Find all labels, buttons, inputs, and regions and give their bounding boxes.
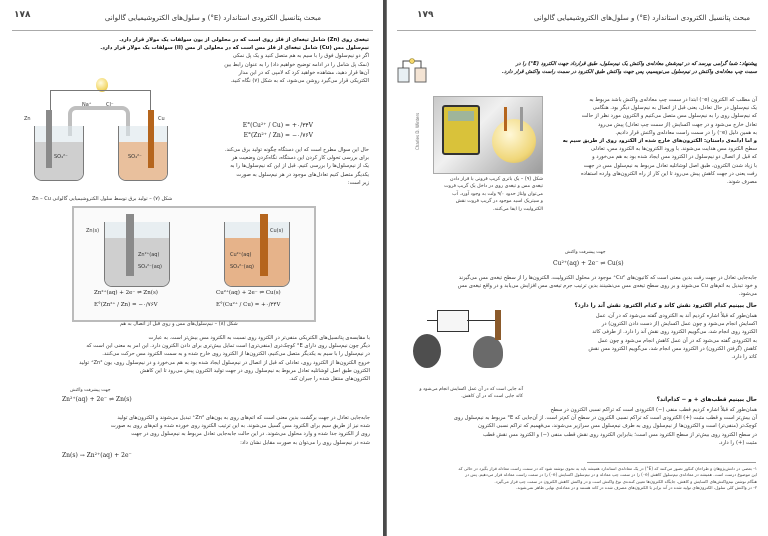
text-line: می‌شود.: [738, 291, 757, 298]
right-page-number: ۱۷۹: [417, 10, 434, 20]
zinc-half-cell-solution: [105, 238, 169, 286]
text-line: زیر است:: [347, 179, 369, 186]
anode-cathode-cartoon: [407, 306, 523, 384]
copper-ion-label: Cu²⁺(aq): [230, 252, 252, 258]
text-line: در نیم‌سلول را با سیم به یکدیگر متصل می‌کنیم، الکترون‌ها از الکترود روی خارج شده و به سمت الکترود مس حرکت می‌کنند.: [102, 351, 370, 358]
text-line: شده در نیم‌سلول روی را می‌توان به صورت مقابل نشان داد:: [240, 439, 370, 446]
text-line: می‌توان ولتاژ حدود ۹/۰ ولت به وجود آورد. آب: [452, 191, 543, 197]
text-line: جابه‌جایی تعادل در جهت رفت بدین معنی است که کاتیون‌های Cu²⁺ موجود در محلول الکترولیت، الکترون‌ها را از سطح تیغه‌ی مس می‌گیرند: [458, 275, 757, 281]
text-line: پیشنهاد: شما گرامی بپرسد که در تیم‌شش معادله‌ی واکنش یک نیم‌سلول، طبق قرارداد جهت الکترود (E°) را در: [515, 61, 757, 67]
figure-8-caption: شکل (۸) – نیم‌سلول‌های مس و روی قبل از اتصال به هم: [120, 321, 238, 327]
right-intro-note: [435, 60, 757, 76]
copper-half-cell-solution: [225, 238, 289, 286]
right-page-header: [397, 8, 756, 31]
right-para4: [401, 406, 757, 447]
left-page-number: ۱۷۸: [14, 10, 31, 20]
copper-half-cell-electrode: [260, 214, 268, 276]
right-header-title: مبحث پتانسیل الکترودی استاندارد (E°) و سلول‌های الکتروشیمیایی گالوانی: [533, 14, 750, 22]
text-line: سمت چپ معادله‌ی واکنش در نیم‌سلول می‌نویسیم، پس جهت واکنش طبق الکترود در سمت راست واکنش قرار دارد.: [502, 69, 757, 76]
footnote-line: هنگام نوشتن نیم‌واکنش‌های اکسایش و کاهش، جایگاه الکترون‌ها تعیین کننده‌ی نوع واکنش است و در واکنش کاهش الکترون در سمت چپ قرار می‌گیرد.: [494, 478, 757, 484]
right-page: [386, 0, 768, 536]
zinc-electrode-label: Zn: [24, 116, 31, 122]
text-line: کاهش (گرفتن الکترون) در الکترود مس انجام شد، می‌گوییم الکترود مس نقش: [588, 345, 757, 352]
text-line: الکترود روی انجام شد، می‌گوییم الکترود روی نقش آند را دارد. از طرفی کاتد: [592, 329, 757, 336]
zinc-oxidation-equation: Zn(s) → Zn²⁺(aq) + 2e⁻: [62, 452, 132, 459]
copper-solution: [119, 142, 167, 180]
right-column-text: [551, 96, 757, 186]
wire: [467, 320, 497, 321]
cathode-character: [473, 336, 503, 368]
text-line: در سطح الکترود روی بیش‌تر از سطح الکترود مس است؛ بنابراین الکترود روی نقش قطب منفی (−) و الکترود مس نقش قطب: [482, 431, 757, 438]
footnote-line: ۲- در واکنش کلی سلول، الکترون‌های تولید شده در آند برابر با الکترون‌های مصرف شده در کاتد هستند و در معادله‌ی نهایی ظاهر نمی‌شوند.: [516, 485, 757, 491]
zinc-equilibrium-equation: Zn²⁺(aq) + 2e⁻ ⇌ Zn(s): [62, 396, 132, 403]
cartoon-caption: [403, 386, 523, 400]
photo-credit: Charles D. Winters: [415, 112, 420, 150]
figure-7-caption: شکل (۷) – تولید برق توسط سلول الکتروشیمیایی گالوانی Zn – Cu: [32, 196, 173, 202]
figure-8-frame: [72, 206, 316, 322]
footnote-line: این موضوع درست است. همیشه در معادله‌ی نیم‌سلول کاهش (e⁻) را در سمت چپ معادله و در نیم‌سلول اکسایش (e⁻) را در سمت راست معادله قرار می‌دهیم. پس در: [465, 472, 757, 478]
left-closing-paragraph: [18, 414, 370, 447]
right-para3: [529, 312, 757, 361]
text-line: کوچک‌تر (منفی‌تر) است و الکترون‌ها از نیم‌سلول روی به طرف نیم‌سلول مس سرازیر می‌شوند، می‌فهمیم که تراکم نسبی الکترون: [478, 423, 757, 430]
zinc-half-cell-beaker: [104, 222, 170, 287]
left-header-title: مبحث پتانسیل الکترودی استاندارد (E°) و سلول‌های الکتروشیمیایی گالوانی: [104, 14, 321, 22]
text-line: الکترولیت را ایفا می‌کنند.: [492, 206, 543, 212]
text-line: برای بررسی تحولی کار کردن این دستگاه، نگاه‌کردن وضعیت هر: [231, 155, 369, 162]
footnotes: [401, 466, 757, 492]
text-line: مصرف شوند.: [726, 178, 757, 185]
left-lower-paragraph: [18, 334, 370, 383]
copper-electrode-label: Cu: [158, 116, 165, 122]
fig7-eq-copper: E°(Cu²⁺ / Cu) = +۰/۳۴V: [242, 122, 313, 129]
zinc-ion-label: Zn²⁺(aq): [138, 252, 160, 258]
copper-half-potential: E°(Cu²⁺ / Cu) = +۰/۳۴V: [216, 302, 281, 308]
left-top-paragraph: [100, 36, 369, 85]
text-line: جابه‌جایی تعادل در جهت برگشت بدین معنی است که اتم‌های روی به یون‌های Zn²⁺ تبدیل می‌شوند و الکترون‌های تولید: [117, 415, 370, 421]
text-line: همان‌طور که قبلاً اشاره کردیم آند به الکترودی گفته می‌شود که در آن، عمل: [595, 313, 757, 319]
copper-half-cell-electrode-label: Cu(s): [270, 228, 284, 234]
poles-heading: حال ببینیم قطب‌های + و − کدام‌اند؟: [656, 397, 757, 403]
text-line: به همین دلیل (e⁻) را در سمت راست معادله‌ی واکنش قرار دادیم.: [615, 129, 757, 136]
text-line: همان‌طور که قبلاً اشاره کردیم قطب منفی (−) الکترودی است که تراکم نسبی الکترون در سطح: [550, 407, 757, 413]
text-line: به الکترودی گفته می‌شود که در آن عمل کاهش انجام می‌شود و چون عمل: [597, 337, 757, 344]
copper-solution-label: SO₄²⁻: [128, 154, 142, 160]
text-line: یکدیگر متصل کنیم تعادل‌های موجود در هر نیم‌سلول به صورت: [236, 171, 369, 178]
text-line: آن‌ها قرار دهید، مشاهده خواهید کرد که لامپی که در این مدار: [238, 69, 369, 76]
grapefruit-battery-photo: [433, 96, 543, 174]
zinc-solution-label: SO₄²⁻: [54, 154, 68, 160]
text-line: شکل (۹) – یک باتری کریپ فرونی با قرار دادن: [450, 177, 543, 182]
copper-electrode: [148, 110, 154, 168]
photo-caption: [433, 176, 543, 213]
anode-character: [413, 334, 441, 368]
zinc-half-eq: Zn²⁺(aq) + 2e⁻ ⇌ Zn(s): [94, 290, 158, 296]
text-line: روی از الکترود جدا شده و وارد محلول می‌شوند. در این حالت جابه‌جایی تعادل مربوط به نیم‌سلول روی در جهت: [131, 431, 370, 438]
text-line: که قبل از اتصال دو نیم‌سلول در الکترود مس ایجاد شده بود به هم می‌خورد و: [592, 154, 757, 161]
text-line: یک از نیم‌سلول‌ها را بررسی کنیم. قبل از این که نیم‌سلول‌ها را به: [230, 163, 369, 170]
bridge-label-right: Cl⁻: [106, 102, 114, 108]
reaction-direction-label: جهت پیشرفت واکنش: [70, 388, 111, 393]
text-line: (نمک پل شامل را در ادامه توضیح خواهیم داد) را به عنوان رابط بین: [224, 61, 369, 68]
text-line: حال این سوال مطرح است که این دستگاه چگونه تولید برق می‌کند.: [224, 147, 369, 153]
left-page-header: [12, 8, 373, 31]
voltmeter-display: [448, 111, 474, 121]
text-line: و خود تبدیل به اتم‌های Cu می‌شوند و بر روی سطح تیغه‌ی مس می‌نشینند بدین ترتیب جرم تیغه‌ی مس افزایش می‌یابد و در واقع تیغه‌ی مس: [457, 283, 757, 290]
anode-cathode-heading: حال ببینیم کدام الکترود نقش کاتد و کدام الکترود نقش آند را دارد؟: [574, 303, 757, 309]
left-mid-paragraph: [169, 146, 369, 187]
bridge-label-left: Na⁺: [82, 102, 92, 108]
right-para2: [401, 274, 757, 299]
zinc-solution: [35, 142, 83, 180]
text-line: یک نیم‌سلول در حال تعادل، یعنی قبل از اتصال به نیم‌سلول دیگر بود. هنگامی: [592, 105, 757, 112]
wire: [50, 90, 150, 91]
text-line: و سیتریک اسید موجود در گریپ فروت نقش: [455, 199, 543, 205]
text-line: کاتد را دارد.: [731, 353, 757, 360]
zinc-half-potential: E°(Zn²⁺ / Zn) = −۰/۷۶V: [94, 302, 158, 308]
text-line: الکترون طبق اصل لوشاتلیه تعادل مربوط به نیم‌سلول روی در جهت تولید الکترون پیش می‌رود تا این کاهش: [139, 367, 370, 374]
text-line: و اما ادامه‌ی داستان: الکترون‌های خارج شده از الکترود روی از طریق سیم به: [562, 137, 757, 144]
reaction-direction-label: جهت پیشرفت واکنش: [565, 250, 606, 255]
ammeter: [437, 310, 469, 332]
wire: [150, 90, 151, 112]
cathode-rod: [495, 310, 501, 340]
zinc-anion-label: SO₄²⁻(aq): [138, 264, 162, 270]
text-line: شده نیز از طریق سیم برای الکترود مس گسیل می‌شوند. به این ترتیب الکترود روی خورده شده و اتم‌های روی به صورت: [110, 423, 370, 430]
fig7-eq-zinc: E°(Zn²⁺ / Zn) = −۰/۷۶V: [243, 132, 313, 139]
text-line: الکتریکی قرار می‌گیرد روشن می‌شود، که به شکل (۷) نگاه کنید.: [230, 77, 369, 84]
text-line: مثبت (+) را دارد.: [718, 439, 757, 446]
voltmeter: [442, 105, 480, 155]
text-line: دیگر چون نیم‌سلول روی دارای E° کوچک‌تری (منفی‌تری) است تمایل بیش‌تری برای دادن الکترون دارد. این امر به معنی این است که: [86, 343, 370, 350]
text-line: تعادل خارج می‌شود و در جهت اکسایش (از سمت چپ تعادل) پیش می‌رود: [597, 121, 757, 128]
text-line: سطح الکترود مس هدایت می‌شوند. با ورود الکترون‌ها به الکترود مس، تعادلی: [591, 146, 757, 153]
wire: [50, 90, 51, 112]
text-line: اگر دو نیم‌سلول فوق را با سیم به هم متصل کنید و یک پل نمکی: [232, 53, 369, 60]
text-line: نیم‌سلول مس (Cu) شامل تیغه‌ای از فلز مس است که در محلولی از مس (II) سولفات یک مولار قرار دارد.: [100, 45, 369, 52]
text-line: کاتد جایی است که در آن کاهش.: [461, 394, 523, 399]
figure-7-galvanic-cell: [24, 76, 172, 194]
text-line: تیغه‌ی مس و تیغه‌ی روی در داخل یک گریپ فروت: [444, 184, 543, 190]
text-line: خروج الکترون‌ها از الکترود روی، تعادلی که قبل از اتصال در نیم‌سلول ایجاد شده بود به هم می‌خورد و در نیم‌سلول روی، یون Zn²⁺ تولید: [79, 359, 370, 366]
copper-half-eq: Cu²⁺(aq) + 2e⁻ ⇌ Cu(s): [216, 290, 281, 296]
footnote-line: ۱- بعضی در دانش‌پژوهان و طراحان کنکور تصور می‌کنند که (E°) در یک معادله‌ی استاندارد همیشه باید به نحوی نوشته شود که در سمت راست معادله قرار بگیرد در حالی که: [458, 466, 757, 471]
zinc-electrode: [46, 110, 52, 168]
text-line: با زیاد شدن الکترون، طبق اصل لوشاتلیه تعادل مربوط به نیم‌سلول مس در جهت: [583, 162, 757, 169]
text-line: اکسایش انجام می‌شود و چون عمل اکسایش (از دست دادن الکترون) در: [601, 321, 757, 328]
text-line: تیغه‌ی روی (Zn) شامل تیغه‌ای از فلز روی است که در محلولی از یون سولفات یک مولار قرار دارد.: [119, 37, 369, 43]
copper-equilibrium-equation: Cu²⁺(aq) + 2e⁻ ⇌ Cu(s): [553, 260, 624, 267]
text-line: آن بیش‌تر است و قطب مثبت (+) الکترودی است که تراکم نسبی الکترون در سطح آن کم‌تر است. از آن‌جایی که E° مربوط به نیم‌سلول روی: [453, 415, 757, 422]
text-line: الکترون‌های منتقل شده را جبران کند.: [289, 375, 370, 382]
text-line: با مقایسه‌ی پتانسیل‌های الکتریکی منفی‌تر در الکترود روی نسبت به الکترود مس بیش‌تر است. به عبارت: [148, 335, 370, 341]
grapefruit: [492, 119, 536, 163]
zinc-half-cell-electrode: [126, 214, 134, 276]
wire: [427, 320, 437, 321]
text-line: آن مطلب که الکترون (e⁻) ابتدا در سمت چپ معادله‌ی واکنش باشد مربوط به: [589, 97, 757, 103]
copper-strip: [504, 107, 507, 131]
copper-beaker: [118, 126, 168, 181]
text-line: رفت یعنی در جهت کاهش پیش می‌رود تا این کار از راه الکترون‌های وارده استفاده: [580, 170, 757, 177]
text-line: که نیم‌سلول روی را به نیم‌سلول مس متصل می‌کنیم و الکترون مورد نظر از حالت: [581, 113, 757, 120]
text-line: آند جایی است که در آن عمل اکسایش انجام می‌شود و: [419, 387, 523, 392]
zinc-strip: [520, 107, 523, 131]
galvanic-cell-icon: [395, 58, 429, 86]
copper-anion-label: SO₄²⁻(aq): [230, 264, 254, 270]
zinc-half-cell-electrode-label: Zn(s): [86, 228, 100, 234]
footnote-rule: [587, 462, 756, 463]
